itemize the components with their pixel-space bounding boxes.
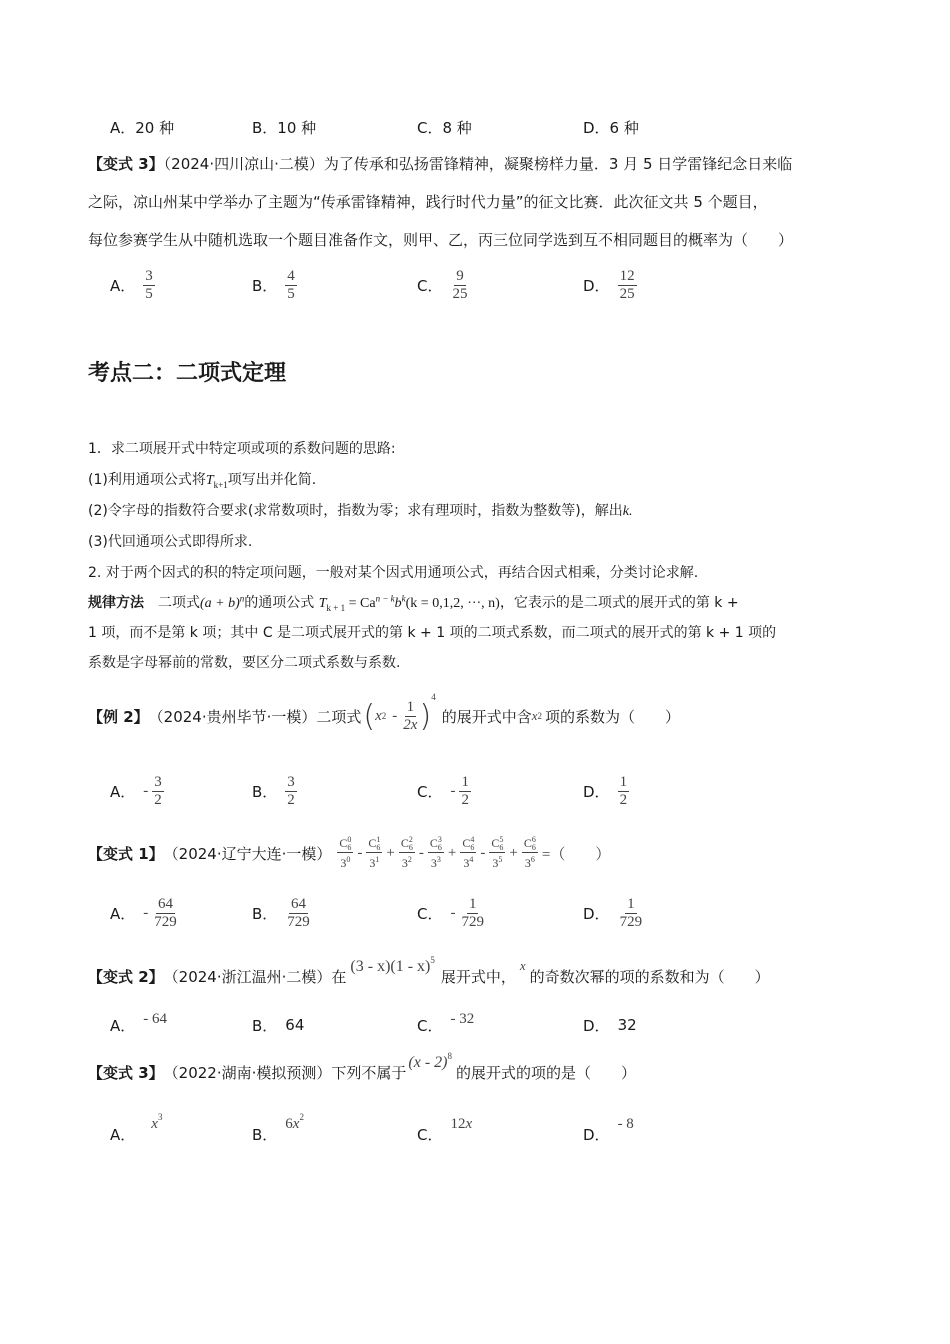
fraction: $\frac{64}{729}$ <box>287 895 310 930</box>
source: （2024·贵州毕节·一模） <box>148 707 317 726</box>
variant-tag: 【变式 3】 <box>88 1063 164 1082</box>
variant3b-options <box>110 1112 870 1156</box>
prev-option-d: D．6 种 <box>583 119 639 137</box>
binomial-sum-expression <box>337 836 538 870</box>
fraction: $\frac{4}{5}$ <box>287 267 295 302</box>
fraction: $\frac{12}{25}$ <box>619 267 635 302</box>
binomial-term: C 6 6 $3^6$ <box>523 835 536 870</box>
rule-line-3: 系数是字母幂前的常数，要区分二项式系数与系数. <box>88 655 401 671</box>
option-b: B． $\frac{3}{2}$ <box>252 773 295 808</box>
fraction: $\frac{1}{2x}$ <box>403 698 418 733</box>
option-d: D． $\frac{12}{25}$ <box>583 267 635 302</box>
variant3b-question: 【变式 3】 （2022·湖南·模拟预测） 下列不属于 (x - 2) $^8$ 的展开式的项的是（ ） <box>88 1051 637 1082</box>
option-b: B． $\frac{4}{5}$ <box>252 267 295 302</box>
fraction: $\frac{1}{729}$ <box>461 895 484 930</box>
fraction: $\frac{1}{2}$ <box>461 773 469 808</box>
option-a: A． - 64 <box>110 1011 168 1035</box>
binomial-term: C 3 6 $3^3$ <box>429 835 442 870</box>
source: （2024·浙江温州·二模） <box>163 967 332 986</box>
prev-option-b: B．10 种 <box>252 119 317 137</box>
prev-option-a: A．20 种 <box>110 119 175 137</box>
variant1-question: 【变式 1】 （2024·辽宁大连·一模） C 0 6 $3^0$ - C 1 6 $3^1$ + C 2 6 $3^2$ - C 3 6 $3^3$ + C 4 6 $3^4$ - C 5 6 $3^5$ + C 6 6 $3^6$ =（ ） <box>88 835 611 870</box>
text: 为了传承和弘扬雷锋精神，凝聚榜样力量．3 月 5 日学雷锋纪念日来临 <box>323 155 793 173</box>
variant2-options <box>110 1003 870 1047</box>
method-point-2: 2. 对于两个因式的积的特定项问题，一般对某个因式用通项公式，再结合因式相乘，分类讨论求解. <box>88 565 699 581</box>
option-d: D． $\frac{1}{729}$ <box>583 895 643 930</box>
operator: + <box>386 844 395 861</box>
operator: - <box>480 844 486 861</box>
option-b: B． 6 x $^2$ <box>252 1112 304 1144</box>
method-step-3: (3)代回通项公式即得所求. <box>88 534 253 550</box>
operator: + <box>447 844 457 861</box>
fraction: $\frac{1}{729}$ <box>619 895 643 930</box>
variant2-question: 【变式 2】 （2024·浙江温州·二模） 在 (3 - x)(1 - x) $^5$ 展开式中， x 的奇数次幂的项的系数和为（ ） <box>88 955 770 986</box>
operator: - <box>357 844 363 861</box>
rule-label: 规律方法 <box>88 595 144 611</box>
rule-line-2: 1 项，而不是第 k 项；其中 C 是二项式展开式的第 k + 1 项的二项式系数，而二项式的展开式的第 k + 1 项的 <box>88 625 777 641</box>
fraction: $\frac{3}{2}$ <box>287 773 295 808</box>
rule-line-1: 规律方法 二项式$(a + b)^n$的通项公式 $T_{k + 1} = Ca^{n - k}b^k(k = 0,1,2$, ···, n)，它表示的是二项式的展开式的第 k + <box>88 593 739 613</box>
operator: + <box>509 844 518 861</box>
option-d: D． $\frac{1}{2}$ <box>583 773 628 808</box>
option-c: C． - $\frac{1}{2}$ <box>417 773 469 808</box>
binomial-term: C 2 6 $3^2$ <box>400 835 413 870</box>
method-step-2: (2)令字母的指数符合要求(求常数项时，指数为零；求有理项时，指数为整数等)，解出k. <box>88 503 633 519</box>
fraction: $\frac{1}{2}$ <box>619 773 628 808</box>
fraction: $\frac{9}{25}$ <box>452 267 468 302</box>
option-b: B． $\frac{64}{729}$ <box>252 895 310 930</box>
option-d: D． - 8 <box>583 1116 634 1144</box>
source: （2024·四川凉山·二模） <box>163 155 324 173</box>
option-c: C． - 32 <box>417 1011 475 1035</box>
variant3-line2: 之际，凉山州某中学举办了主题为“传承雷锋精神，践行时代力量”的征文比赛．此次征文共 5 个题目， <box>88 193 768 211</box>
variant3-line3: 每位参赛学生从中随机选取一个题目准备作文，则甲、乙，丙三位同学选到互不相同题目的概率为（ ） <box>88 231 794 249</box>
method-point-1: 1．求二项展开式中特定项或项的系数问题的思路: <box>88 441 396 457</box>
option-b: B． 64 <box>252 1016 305 1035</box>
variant-tag: 【变式 1】 <box>88 844 164 863</box>
fraction: $\frac{64}{729}$ <box>154 895 177 930</box>
variant-tag: 【变式 3】 <box>88 155 164 173</box>
option-c: C． 12 x <box>417 1116 473 1144</box>
option-c: C． - $\frac{1}{729}$ <box>417 895 484 930</box>
section-title: 考点二：二项式定理 <box>88 361 287 386</box>
variant-tag: 【变式 2】 <box>88 967 164 986</box>
example-tag: 【例 2】 <box>88 707 149 726</box>
variant3-line1 <box>88 153 792 174</box>
operator: - <box>418 844 424 861</box>
variant1-options <box>110 891 870 935</box>
option-d: D． 32 <box>583 1016 637 1035</box>
source: （2024·辽宁大连·一模） <box>163 844 332 863</box>
option-c: C． $\frac{9}{25}$ <box>417 267 468 302</box>
option-a: A． $\frac{3}{5}$ <box>110 267 153 302</box>
binomial-term: C 1 6 $3^1$ <box>368 835 381 870</box>
method-step-1: (1)利用通项公式将$T_{k+1}$项写出并化简. <box>88 472 317 490</box>
option-a: A． - $\frac{3}{2}$ <box>110 773 162 808</box>
fraction: $\frac{3}{2}$ <box>154 773 162 808</box>
prev-option-c: C．8 种 <box>417 119 472 137</box>
binomial-term: C 4 6 $3^4$ <box>462 835 475 870</box>
option-a: A． - $\frac{64}{729}$ <box>110 895 177 930</box>
option-a: A． x $^3$ <box>110 1112 163 1144</box>
example2-options <box>110 769 870 813</box>
source: （2022·湖南·模拟预测） <box>163 1063 332 1082</box>
example2-question: 【例 2】 （2024·贵州毕节·一模） 二项式 ( x 2 - $\frac{1}{2x}$ ) $^4$ 的展开式中含 x 2 项的系数为（ ） <box>88 692 680 734</box>
binomial-term: C 5 6 $3^5$ <box>491 835 504 870</box>
fraction: $\frac{3}{5}$ <box>145 267 153 302</box>
variant3-options <box>110 263 870 307</box>
binomial-term: C 0 6 $3^0$ <box>339 835 352 870</box>
